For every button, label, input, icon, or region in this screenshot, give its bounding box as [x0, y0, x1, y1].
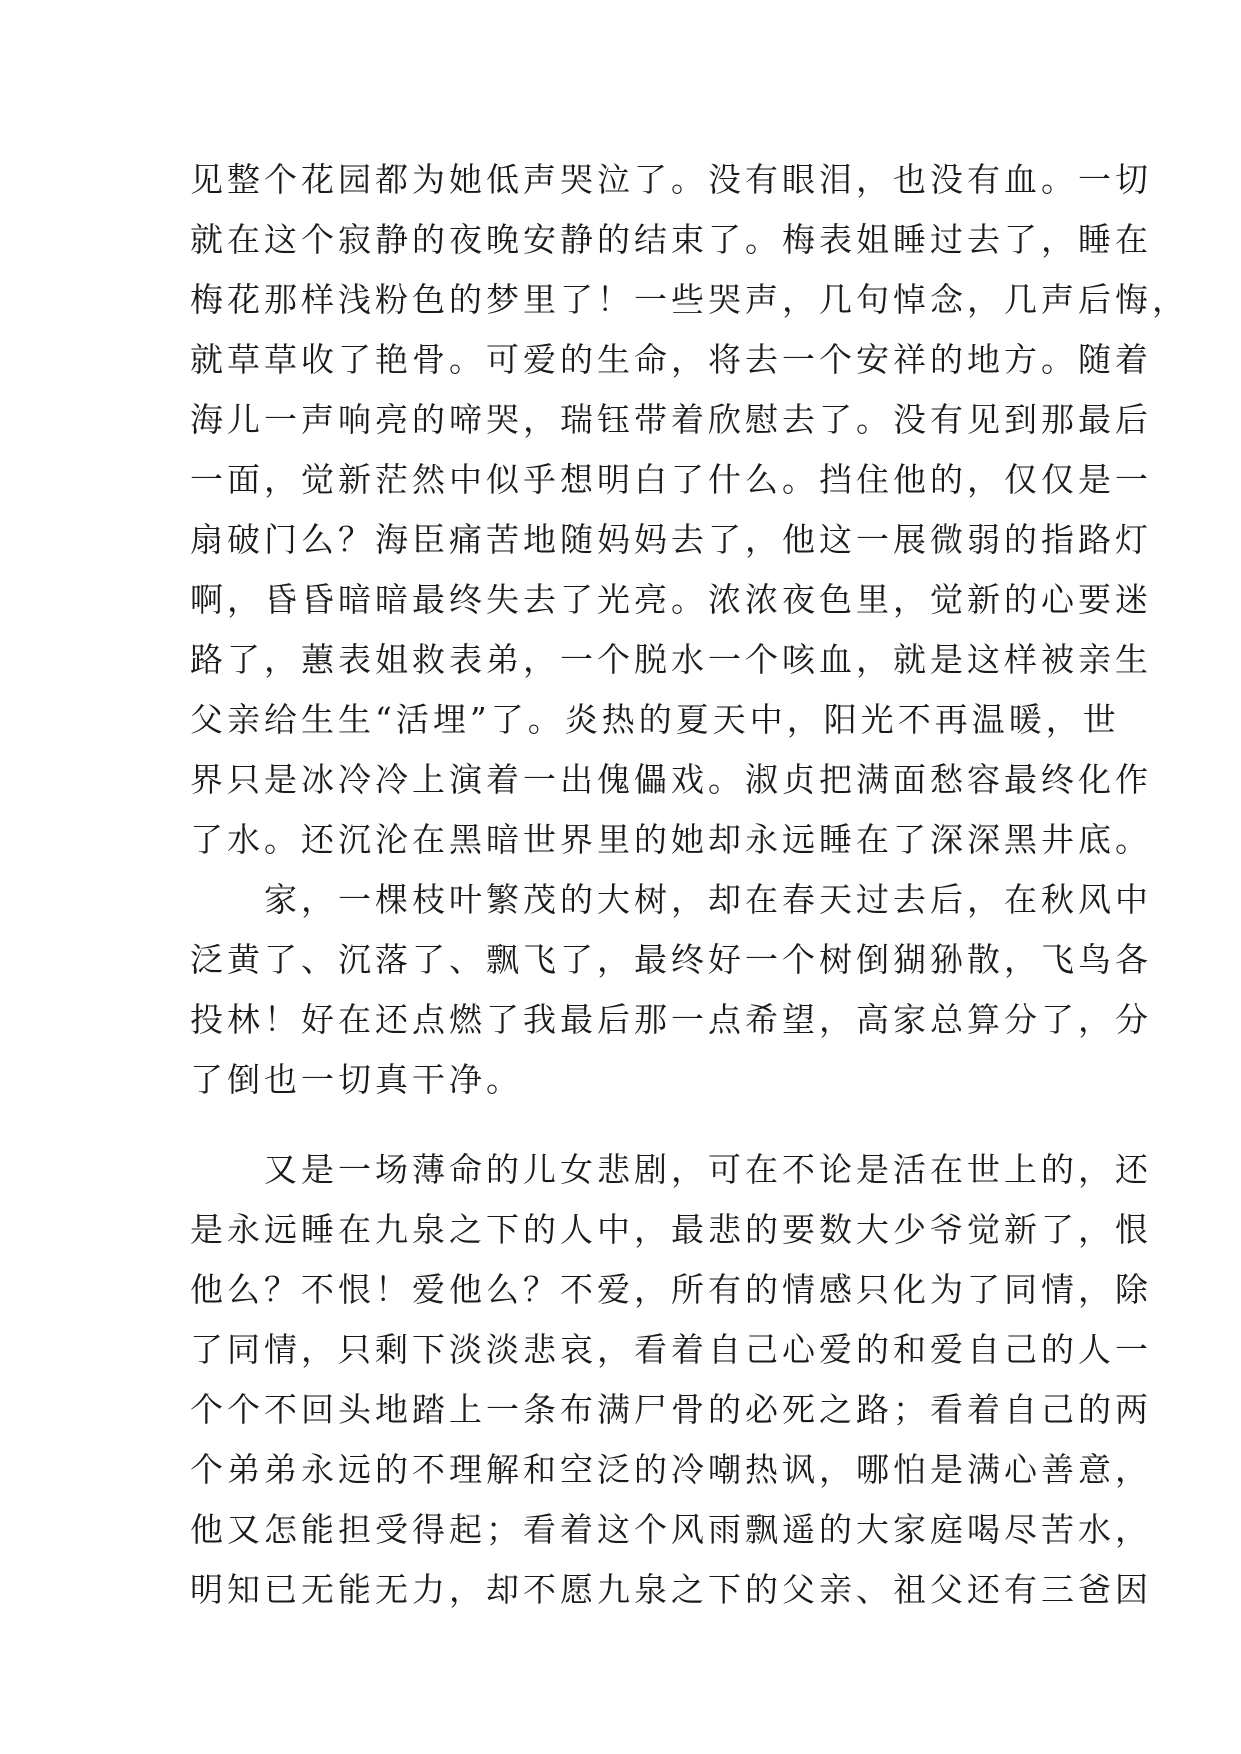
text-line: 扇破门么？海臣痛苦地随妈妈去了，他这一展微弱的指路灯 — [190, 520, 1152, 559]
body-text — [190, 150, 1189, 1620]
text-line: 梅花那样浅粉色的梦里了！一些哭声，几句悼念，几声后悔， — [190, 280, 1189, 319]
paragraph-2 — [190, 870, 1152, 1110]
text-line: 父亲给生生“活埋”了。炎热的夏天中，阳光不再温暖，世 — [190, 700, 1120, 739]
text-line: 他又怎能担受得起；看着这个风雨飘遥的大家庭喝尽苦水， — [190, 1510, 1152, 1549]
text-line: 泛黄了、沉落了、飘飞了，最终好一个树倒猢狲散，飞鸟各 — [190, 940, 1152, 979]
text-line: 了倒也一切真干净。 — [190, 1060, 523, 1099]
text-line: 就草草收了艳骨。可爱的生命，将去一个安祥的地方。随着 — [190, 340, 1152, 379]
text-line: 啊，昏昏暗暗最终失去了光亮。浓浓夜色里，觉新的心要迷 — [190, 580, 1152, 619]
text-line: 投林！好在还点燃了我最后那一点希望，高家总算分了，分 — [190, 1000, 1152, 1039]
text-line: 见整个花园都为她低声哭泣了。没有眼泪，也没有血。一切 — [190, 160, 1152, 199]
text-line: 又是一场薄命的儿女悲剧，可在不论是活在世上的，还 — [190, 1150, 1152, 1189]
paragraph-spacer — [190, 1110, 1070, 1140]
text-line: 一面，觉新茫然中似乎想明白了什么。挡住他的，仅仅是一 — [190, 460, 1152, 499]
text-line: 界只是冰冷冷上演着一出傀儡戏。淑贞把满面愁容最终化作 — [190, 760, 1152, 799]
text-line: 海儿一声响亮的啼哭，瑞钰带着欣慰去了。没有见到那最后 — [190, 400, 1152, 439]
paragraph-3 — [190, 1140, 1152, 1620]
text-line: 个个不回头地踏上一条布满尸骨的必死之路；看着自己的两 — [190, 1390, 1152, 1429]
text-line: 了水。还沉沦在黑暗世界里的她却永远睡在了深深黑井底。 — [190, 820, 1152, 859]
text-line: 就在这个寂静的夜晚安静的结束了。梅表姐睡过去了，睡在 — [190, 220, 1152, 259]
text-line: 是永远睡在九泉之下的人中，最悲的要数大少爷觉新了，恨 — [190, 1210, 1152, 1249]
paragraph-1 — [190, 150, 1189, 870]
text-line: 了同情，只剩下淡淡悲哀，看着自己心爱的和爱自己的人一 — [190, 1330, 1152, 1369]
text-line: 路了，蕙表姐救表弟，一个脱水一个咳血，就是这样被亲生 — [190, 640, 1152, 679]
text-line: 家，一棵枝叶繁茂的大树，却在春天过去后，在秋风中 — [190, 880, 1152, 919]
text-line: 他么？不恨！爱他么？不爱，所有的情感只化为了同情，除 — [190, 1270, 1152, 1309]
text-line: 个弟弟永远的不理解和空泛的冷嘲热讽，哪怕是满心善意， — [190, 1450, 1152, 1489]
text-line: 明知已无能无力，却不愿九泉之下的父亲、祖父还有三爸因 — [190, 1570, 1152, 1609]
